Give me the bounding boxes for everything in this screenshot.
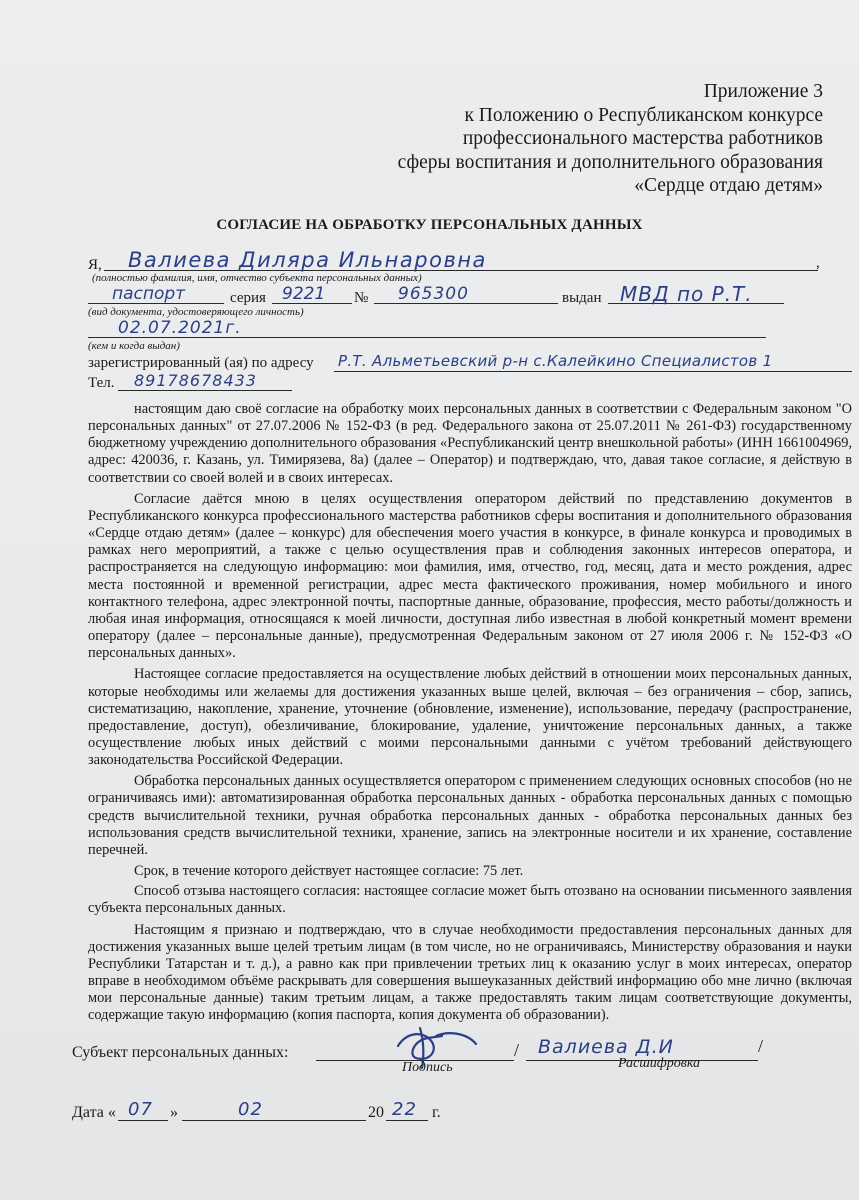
ya-label: Я, [88, 257, 102, 273]
decode-caption: Расшифровка [618, 1056, 701, 1071]
date-year-prefix: 20 [368, 1104, 384, 1121]
name-caption: (полностью фамилия, имя, отчество субъекта персональных данных) [92, 272, 422, 284]
date-year-handwritten: 22 [392, 1099, 417, 1120]
date-quote-close: » [170, 1104, 178, 1121]
address-handwritten: Р.Т. Альметьевский р-н с.Калейкино Специалистов 1 [338, 352, 773, 370]
document-title: СОГЛАСИЕ НА ОБРАБОТКУ ПЕРСОНАЛЬНЫХ ДАННЫХ [216, 217, 643, 233]
annex-header [398, 80, 823, 198]
decode-separator: / [758, 1036, 764, 1056]
issued-caption: (кем и когда выдан) [88, 340, 180, 352]
date-month-handwritten: 02 [238, 1099, 263, 1120]
date-day-underline [118, 1120, 168, 1121]
consent-body [88, 401, 852, 1028]
signature-caption: Подпись [402, 1060, 453, 1075]
name-handwritten: Валиева Диляра Ильнаровна [128, 248, 487, 272]
address-label: зарегистрированный (ая) по адресу [88, 355, 314, 371]
date-year-underline [386, 1120, 428, 1121]
annex-header-line: Приложение 3 [703, 81, 823, 102]
name-end-comma: , [816, 255, 820, 271]
issued-date-handwritten: 02.07.2021г. [118, 318, 242, 338]
doc-caption: (вид документа, удостоверяющего личность) [88, 306, 304, 318]
body-paragraph: Способ отзыва настоящего согласия: настоящее согласие может быть отозвано на основании письменного заявления субъекта персональных данных. [88, 883, 852, 917]
phone-underline [118, 390, 292, 391]
date-day-handwritten: 07 [128, 1099, 153, 1120]
issued-label: выдан [562, 290, 602, 306]
annex-header-line: сферы воспитания и дополнительного образования [397, 151, 823, 173]
series-handwritten: 9221 [282, 284, 326, 304]
annex-header-line: профессионального мастерства работников [462, 128, 823, 149]
signature-separator: / [514, 1040, 520, 1060]
number-label: № [354, 290, 369, 306]
date-label: Дата « [72, 1104, 116, 1121]
body-paragraph: Обработка персональных данных осуществляется оператором с применением следующих основных способов (но не ограничиваясь ими): автоматизированная обработка персональных данных - обработка персональных данных с помощью средств вычислительной техники, ручная обработка персональных данных - обработка персональных данных без использования средств вычислительной техники, хранение, запись на электронные носители и их хранение, составление перечней. [88, 773, 852, 858]
annex-header-line: к Положению о Республиканском конкурсе [464, 104, 823, 126]
body-paragraph: Согласие даётся мною в целях осуществления оператором действий по представлению документов в Республиканского конкурса профессионального мастерства работников сферы воспитания и дополнительного образования «Сердце отдаю детям» (далее – конкурс) для обеспечения моего участия в конкурсе, в финале конкурса и проводимых в рамках него мероприятий, а также с целью осуществления прав и соблюдения законных интересов оператора, и распространяется на следующую информацию: мои фамилия, имя, отчество, год, месяц, дата и место рождения, адрес места постоянной и временной регистрации, адрес места фактического проживания, номер мобильного и иного контактного телефона, адрес электронной почты, паспортные данные, образование, профессия, место работы/должность и любая иная информация, относящаяся к моей личности, доступная либо известная в любой конкретный момент времени оператору (далее – персональные данные), предусмотренная Федеральным законом от 27 июля 2006 г. № 152-ФЗ «О персональных данных». [88, 490, 852, 662]
body-paragraph: Настоящим я признаю и подтверждаю, что в случае необходимости предоставления персональных данных для достижения указанных выше целей третьим лицам (в том числе, но не ограничиваясь, Министерству образования и науки Республики Татарстан и т. д.), а равно как при привлечении третьих лиц к оказанию услуг в моих интересах, оператор вправе в необходимом объёме раскрывать для совершения вышеуказанных действий информацию обо мне лично (включая мои персональные данные) таким третьим лицам, а также предоставлять таким лицам соответствующие документы, содержащие такую информацию (копия паспорта, копия документа об образовании). [88, 921, 852, 1024]
body-paragraph: настоящим даю своё согласие на обработку моих персональных данных в соответствии с Федеральным законом "О персональных данных" от 27.07.2006 № 152-ФЗ (в ред. Федерального закона от 25.07.2011 № 261-ФЗ) государственному бюджетному учреждению дополнительного образования «Республиканский центр внешкольной работы» (ИНН 1661004969, адрес: 420036, г. Казань, ул. Тимирязева, 8а) (далее – Оператор) и подтверждаю, что, давая такое согласие, я действую в соответствии со своей волей и в своих интересах. [88, 401, 852, 486]
subject-label: Субъект персональных данных: [72, 1044, 289, 1061]
phone-label: Тел. [88, 375, 115, 391]
date-year-suffix: г. [432, 1104, 441, 1121]
decode-handwritten: Валиева Д.И [538, 1036, 674, 1058]
address-underline [334, 371, 852, 372]
series-label: серия [230, 290, 266, 306]
body-paragraph: Срок, в течение которого действует настоящее согласие: 75 лет. [134, 863, 524, 880]
body-paragraph: Настоящее согласие предоставляется на осуществление любых действий в отношении моих персональных данных, которые необходимы или желаемы для достижения указанных выше целей, включая – без ограничения – сбор, запись, систематизацию, накопление, хранение, уточнение (обновление, изменение), использование, передачу (распространение, предоставление, доступ), обезличивание, блокирование, удаление, уничтожение персональных данных, а также осуществление любых иных действий с моими персональными данными с учётом требований действующего законодательства Российской Федерации. [88, 666, 852, 769]
annex-header-line: «Сердце отдаю детям» [634, 175, 823, 196]
date-month-underline [182, 1120, 366, 1121]
issued-by-handwritten: МВД по Р.Т. [620, 282, 753, 306]
number-handwritten: 965300 [398, 284, 469, 304]
phone-handwritten: 89178678433 [134, 371, 257, 390]
doc-type-handwritten: паспорт [112, 284, 186, 304]
